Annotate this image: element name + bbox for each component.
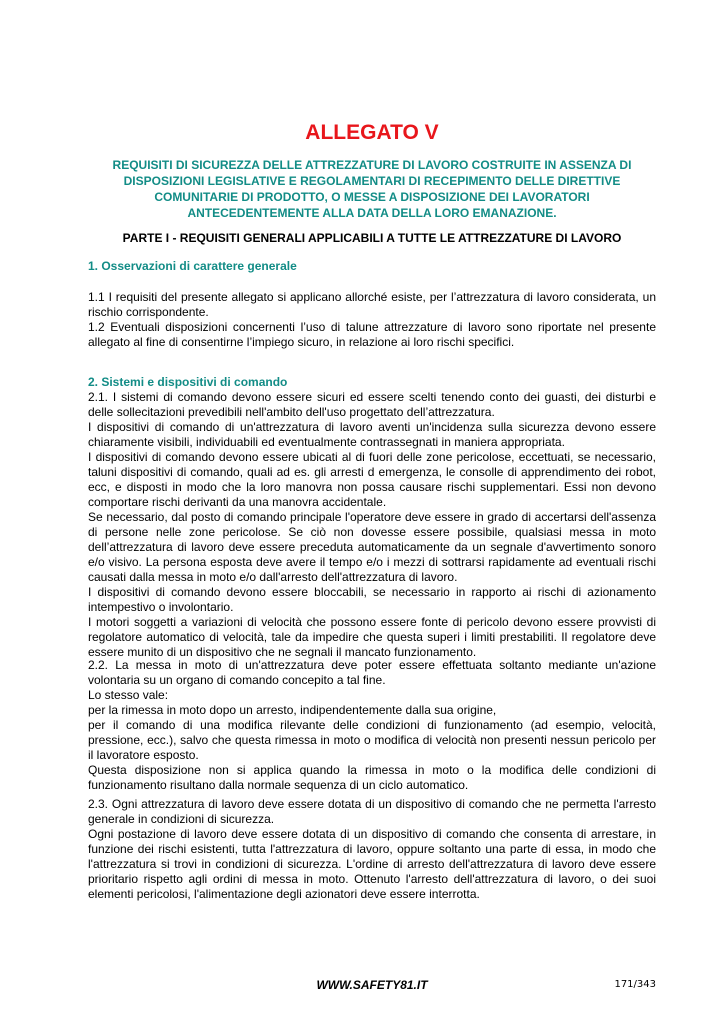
paragraph: per la rimessa in moto dopo un arresto, indipendentemente dalla sua origine, bbox=[88, 703, 497, 717]
paragraph: Se necessario, dal posto di comando principale l'operatore deve essere in grado di accertarsi dell'assenza di persone nelle zone pericolose. Se ciò non dovesse essere possibile, qualsiasi messa in moto dell’attrezzatura di lavoro deve essere preceduta automaticamente da un segnale d'avvertimento sonoro e/o visivo. La persona esposta deve avere il tempo e/o i mezzi di sottrarsi rapidamente ad eventuali rischi causati dalla messa in moto e/o dall'arresto dell'attrezzatura di lavoro. bbox=[88, 510, 656, 584]
paragraph: 1.2 Eventuali disposizioni concernenti l’uso di talune attrezzature di lavoro sono riportate nel presente allegato al fine di consentirne l’impiego sicuro, in relazione ai loro rischi specifici. bbox=[88, 320, 656, 349]
paragraph: 1.1 I requisiti del presente allegato si applicano allorché esiste, per l’attrezzatura di lavoro considerata, un rischio corrispondente. bbox=[88, 290, 656, 319]
section-2-block-3 bbox=[88, 797, 656, 902]
paragraph: Ogni postazione di lavoro deve essere dotata di un dispositivo di comando che consenta di arrestare, in funzione dei rischi esistenti, tutta l'attrezzatura di lavoro, oppure soltanto una parte di essa, in modo che l'attrezzatura si trovi in condizioni di sicurezza. L'ordine di arresto dell'attrezzatura di lavoro deve essere prioritario rispetto agli ordini di messa in moto. Ottenuto l'arresto dell'attrezzatura di lavoro, o dei suoi elementi pericolosi, l'alimentazione degli azionatori deve essere interrotta. bbox=[88, 827, 656, 901]
paragraph: I dispositivi di comando devono essere bloccabili, se necessario in rapporto ai rischi di azionamento intempestivo o involontario. bbox=[88, 585, 656, 614]
paragraph: 2.1. I sistemi di comando devono essere sicuri ed essere scelti tenendo conto dei guasti, dei disturbi e delle sollecitazioni prevedibili nell'ambito dell'uso progettato dell’attrezzatura. bbox=[88, 390, 656, 419]
paragraph: Questa disposizione non si applica quando la rimessa in moto o la modifica delle condizioni di funzionamento risultano dalla normale sequenza di un ciclo automatico. bbox=[88, 763, 656, 792]
part-heading: PARTE I - REQUISITI GENERALI APPLICABILI A TUTTE LE ATTREZZATURE DI LAVORO bbox=[122, 231, 622, 245]
document-subtitle: REQUISITI DI SICUREZZA DELLE ATTREZZATURE DI LAVORO COSTRUITE IN ASSENZA DI DISPOSIZIONI LEGISLATIVE E REGOLAMENTARI DI RECEPIMENTO DELLE DIRETTIVE COMUNITARIE DI PRODOTTO, O MESSE A DISPOSIZIONE DEI LAVORATORI ANTECEDENTEMENTE ALLA DATA DELLA LORO EMANAZIONE. bbox=[112, 158, 632, 220]
paragraph: I dispositivi di comando di un'attrezzatura di lavoro aventi un'incidenza sulla sicurezza devono essere chiaramente visibili, individuabili ed eventualmente contrassegnati in maniera appropriata. bbox=[88, 420, 656, 449]
document-title: ALLEGATO V bbox=[305, 121, 439, 144]
paragraph: I motori soggetti a variazioni di velocità che possono essere fonte di pericolo devono essere provvisti di regolatore automatico di velocità, tale da impedire che questa superi i limiti prestabiliti. Il regolatore deve essere munito di un dispositivo che ne segnali il mancato funzionamento. bbox=[88, 615, 656, 659]
section-1-heading: 1. Osservazioni di carattere generale bbox=[88, 259, 297, 273]
section-1-body bbox=[88, 290, 656, 350]
paragraph: Lo stesso vale: bbox=[88, 688, 169, 702]
section-2-heading: 2. Sistemi e dispositivi di comando bbox=[88, 375, 288, 389]
footer-page-number: 171/343 bbox=[614, 979, 656, 990]
footer-website: WWW.SAFETY81.IT bbox=[316, 978, 428, 992]
section-2-block-2 bbox=[88, 658, 656, 793]
section-2-block-1 bbox=[88, 390, 656, 660]
paragraph: 2.2. La messa in moto di un'attrezzatura deve poter essere effettuata soltanto mediante un'azione volontaria su un organo di comando concepito a tal fine. bbox=[88, 658, 656, 687]
paragraph: I dispositivi di comando devono essere ubicati al di fuori delle zone pericolose, eccettuati, se necessario, taluni dispositivi di comando, quali ad es. gli arresti d emergenza, le consolle di apprendimento dei robot, ecc, e disposti in modo che la loro manovra non possa causare rischi supplementari. Essi non devono comportare rischi derivanti da una manovra accidentale. bbox=[88, 450, 656, 509]
paragraph: 2.3. Ogni attrezzatura di lavoro deve essere dotata di un dispositivo di comando che ne permetta l'arresto generale in condizioni di sicurezza. bbox=[88, 797, 656, 826]
paragraph: per il comando di una modifica rilevante delle condizioni di funzionamento (ad esempio, velocità, pressione, ecc.), salvo che questa rimessa in moto o modifica di velocità non presenti nessun pericolo per il lavoratore esposto. bbox=[88, 718, 656, 762]
